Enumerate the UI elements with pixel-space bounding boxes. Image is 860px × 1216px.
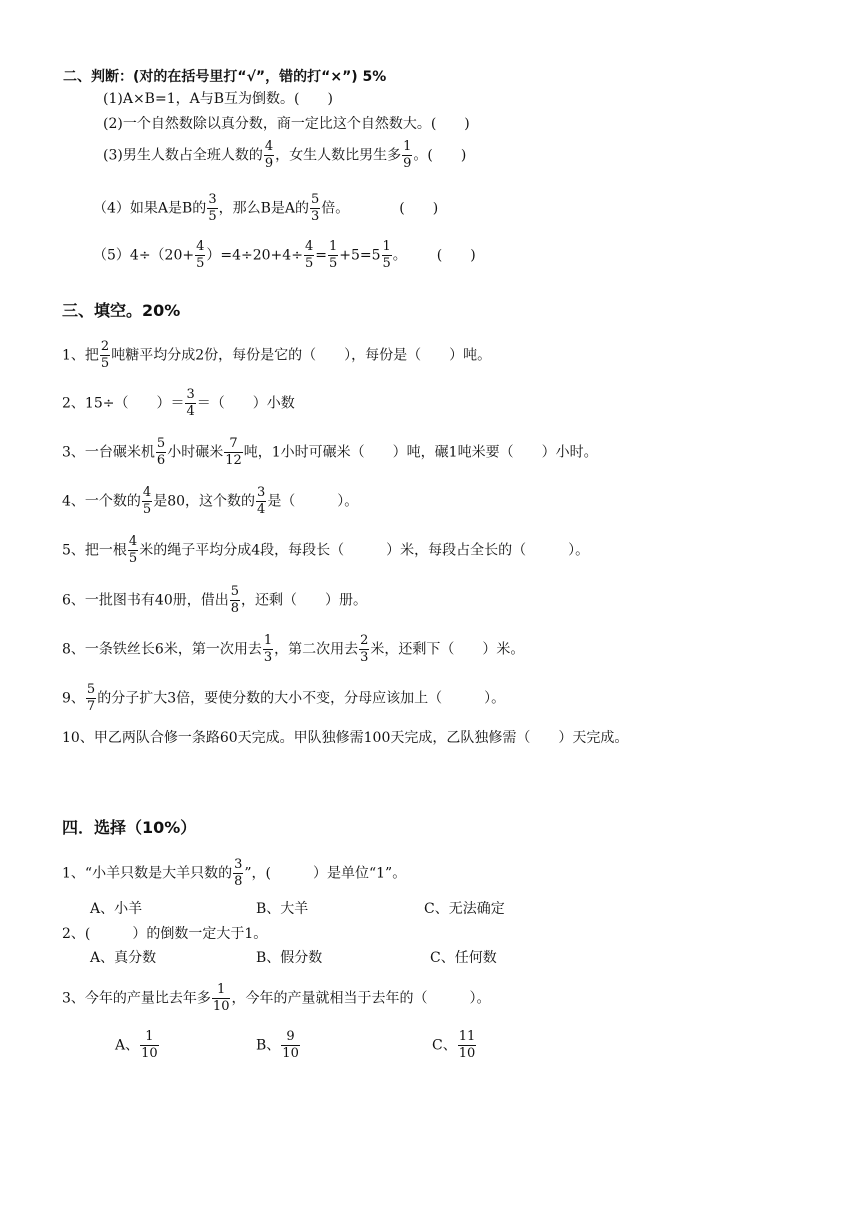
fraction [140,1030,159,1061]
choice-2-option-a: A、真分数 [90,950,157,966]
answer-blank: ( ) [436,247,476,264]
fraction [224,437,243,468]
choice-2-option-c: C、任何数 [430,950,497,966]
denominator: 10 [212,999,230,1014]
numerator: 5 [86,682,96,697]
fraction [264,140,274,171]
fill-item-3 [62,437,598,468]
text-segment: ＝（ ）小数 [196,395,295,412]
option-label: C、 [432,1037,457,1054]
denominator: 5 [382,256,391,271]
numerator: 2 [360,633,369,648]
choice-1-option-c: C、无法确定 [424,901,505,917]
denominator: 5 [100,356,110,371]
denominator: 5 [142,502,152,517]
numerator: 1 [263,633,273,648]
numerator: 3 [208,192,217,207]
judge-item-3 [103,140,466,171]
choice-3-option-b [256,1030,301,1061]
fill-item-8 [62,634,524,665]
numerator: 9 [286,1029,295,1044]
denominator: 4 [257,502,266,517]
text-segment: （5）4÷（20+ [93,247,195,264]
answer-blank: ( ) [399,200,439,217]
fraction [233,858,243,889]
fraction [230,585,240,616]
judge-item-5 [93,240,476,271]
text-segment: 9、 [62,690,85,707]
fraction [100,340,110,371]
numerator: 1 [382,239,391,254]
fraction [86,683,96,714]
numerator: 4 [196,239,205,254]
text-segment: 5、把一根 [62,542,127,559]
numerator: 4 [128,534,138,549]
text-segment: 1、把 [62,347,99,364]
section-4-title: 四．选择（10%） [62,818,197,837]
text-segment: 米的绳子平均分成4段，每段长（ ）米，每段占全长的（ ）。 [139,542,590,559]
denominator: 6 [156,453,166,468]
fill-item-9 [62,683,505,714]
choice-3-option-a [115,1030,160,1061]
fill-item-1 [62,340,491,371]
text-segment: 8、一条铁丝长6米，第一次用去 [62,641,262,658]
numerator: 4 [304,239,314,254]
denominator: 5 [208,209,217,224]
fraction [263,634,273,665]
text-segment: 。 [392,247,407,264]
numerator: 11 [458,1029,476,1044]
section-2-title: 二、判断：(对的在括号里打“√”，错的打“×”) 5% [63,69,387,85]
numerator: 5 [311,192,320,207]
option-label: A、 [115,1037,140,1054]
fraction [310,193,320,224]
judge-item-1: (1)A×B=1，A与B互为倒数。( ) [103,91,333,107]
choice-2-option-b: B、假分数 [256,950,323,966]
denominator: 10 [141,1046,158,1061]
fraction [402,140,412,171]
choice-1-option-a: A、小羊 [90,901,143,917]
fraction [212,983,231,1014]
text-segment: 4、一个数的 [62,493,141,510]
choice-item-3 [62,983,490,1014]
fraction [359,634,369,665]
text-segment: （4）如果A是B的 [93,200,207,217]
text-segment: 米，还剩下（ ）米。 [370,641,525,658]
fraction [142,486,152,517]
judge-item-2: (2)一个自然数除以真分数，商一定比这个自然数大。( ) [103,116,470,132]
fraction [256,486,266,517]
numerator: 1 [403,139,412,154]
fraction [304,240,314,271]
text-segment: ，第二次用去 [274,641,359,658]
fill-item-6 [62,585,367,616]
denominator: 5 [304,256,314,271]
text-segment: ”，( ）是单位“1”。 [244,865,407,882]
text-segment: (3)男生人数占全班人数的 [103,147,263,164]
text-segment: 2、15÷（ ）＝ [62,395,185,412]
denominator: 8 [234,874,243,889]
denominator: 10 [458,1046,476,1061]
text-segment: = [315,247,327,264]
fraction [328,240,338,271]
text-segment: 3、一台碾米机 [62,444,155,461]
numerator: 1 [328,239,338,254]
numerator: 1 [217,982,226,997]
text-segment: ，女生人数比男生多 [275,147,402,164]
text-segment: 3、今年的产量比去年多 [62,990,211,1007]
denominator: 4 [186,404,195,419]
denominator: 5 [196,256,205,271]
fraction [458,1030,477,1061]
numerator: 5 [230,584,240,599]
text-segment: 1、“小羊只数是大羊只数的 [62,865,233,882]
section-3-title: 三、填空。20% [62,301,181,320]
denominator: 10 [282,1046,299,1061]
fraction [281,1030,300,1061]
text-segment: 吨糖平均分成2份，每份是它的（ ），每份是（ ）吨。 [111,347,492,364]
denominator: 8 [230,601,240,616]
choice-item-2: 2、( ）的倒数一定大于1。 [62,926,268,942]
fraction [128,535,138,566]
judge-item-4 [93,193,438,224]
text-segment: ，今年的产量就相当于去年的（ ）。 [231,990,491,1007]
numerator: 7 [229,436,238,451]
numerator: 4 [142,485,152,500]
text-segment: 吨，1小时可碾米（ ）吨，碾1吨米要（ ）小时。 [243,444,598,461]
numerator: 4 [264,139,274,154]
denominator: 9 [264,156,274,171]
numerator: 3 [186,387,195,402]
text-segment: 小时碾米 [167,444,224,461]
choice-3-option-c [432,1030,477,1061]
fill-item-5 [62,535,589,566]
text-segment: ）=4÷20+4÷ [206,247,303,264]
choice-item-1 [62,858,406,889]
choice-1-option-b: B、大羊 [256,901,309,917]
fraction [185,388,195,419]
fill-item-10: 10、甲乙两队合修一条路60天完成。甲队独修需100天完成，乙队独修需（ ）天完成。 [62,730,629,746]
fill-item-2 [62,388,295,419]
numerator: 3 [234,857,243,872]
denominator: 3 [360,650,369,665]
text-segment: 是（ ）。 [267,493,359,510]
option-label: B、 [256,1037,281,1054]
numerator: 1 [145,1029,154,1044]
text-segment: 倍。 [321,200,350,217]
denominator: 5 [128,551,138,566]
fraction [156,437,166,468]
denominator: 12 [225,453,242,468]
text-segment: ，那么B是A的 [218,200,309,217]
numerator: 3 [257,485,266,500]
fraction [195,240,205,271]
fraction [382,240,392,271]
denominator: 9 [403,156,412,171]
numerator: 5 [156,436,166,451]
text-segment: +5=5 [339,247,381,264]
denominator: 5 [328,256,338,271]
text-segment: 是80，这个数的 [153,493,256,510]
numerator: 2 [100,339,110,354]
fill-item-4 [62,486,358,517]
text-segment: 6、一批图书有40册，借出 [62,592,229,609]
text-segment: ，还剩（ ）册。 [241,592,368,609]
denominator: 3 [263,650,273,665]
text-segment: 的分子扩大3倍，要使分数的大小不变，分母应该加上（ ）。 [97,690,506,707]
denominator: 7 [86,699,96,714]
denominator: 3 [311,209,320,224]
text-segment: 。( ) [413,147,467,164]
fraction [207,193,217,224]
